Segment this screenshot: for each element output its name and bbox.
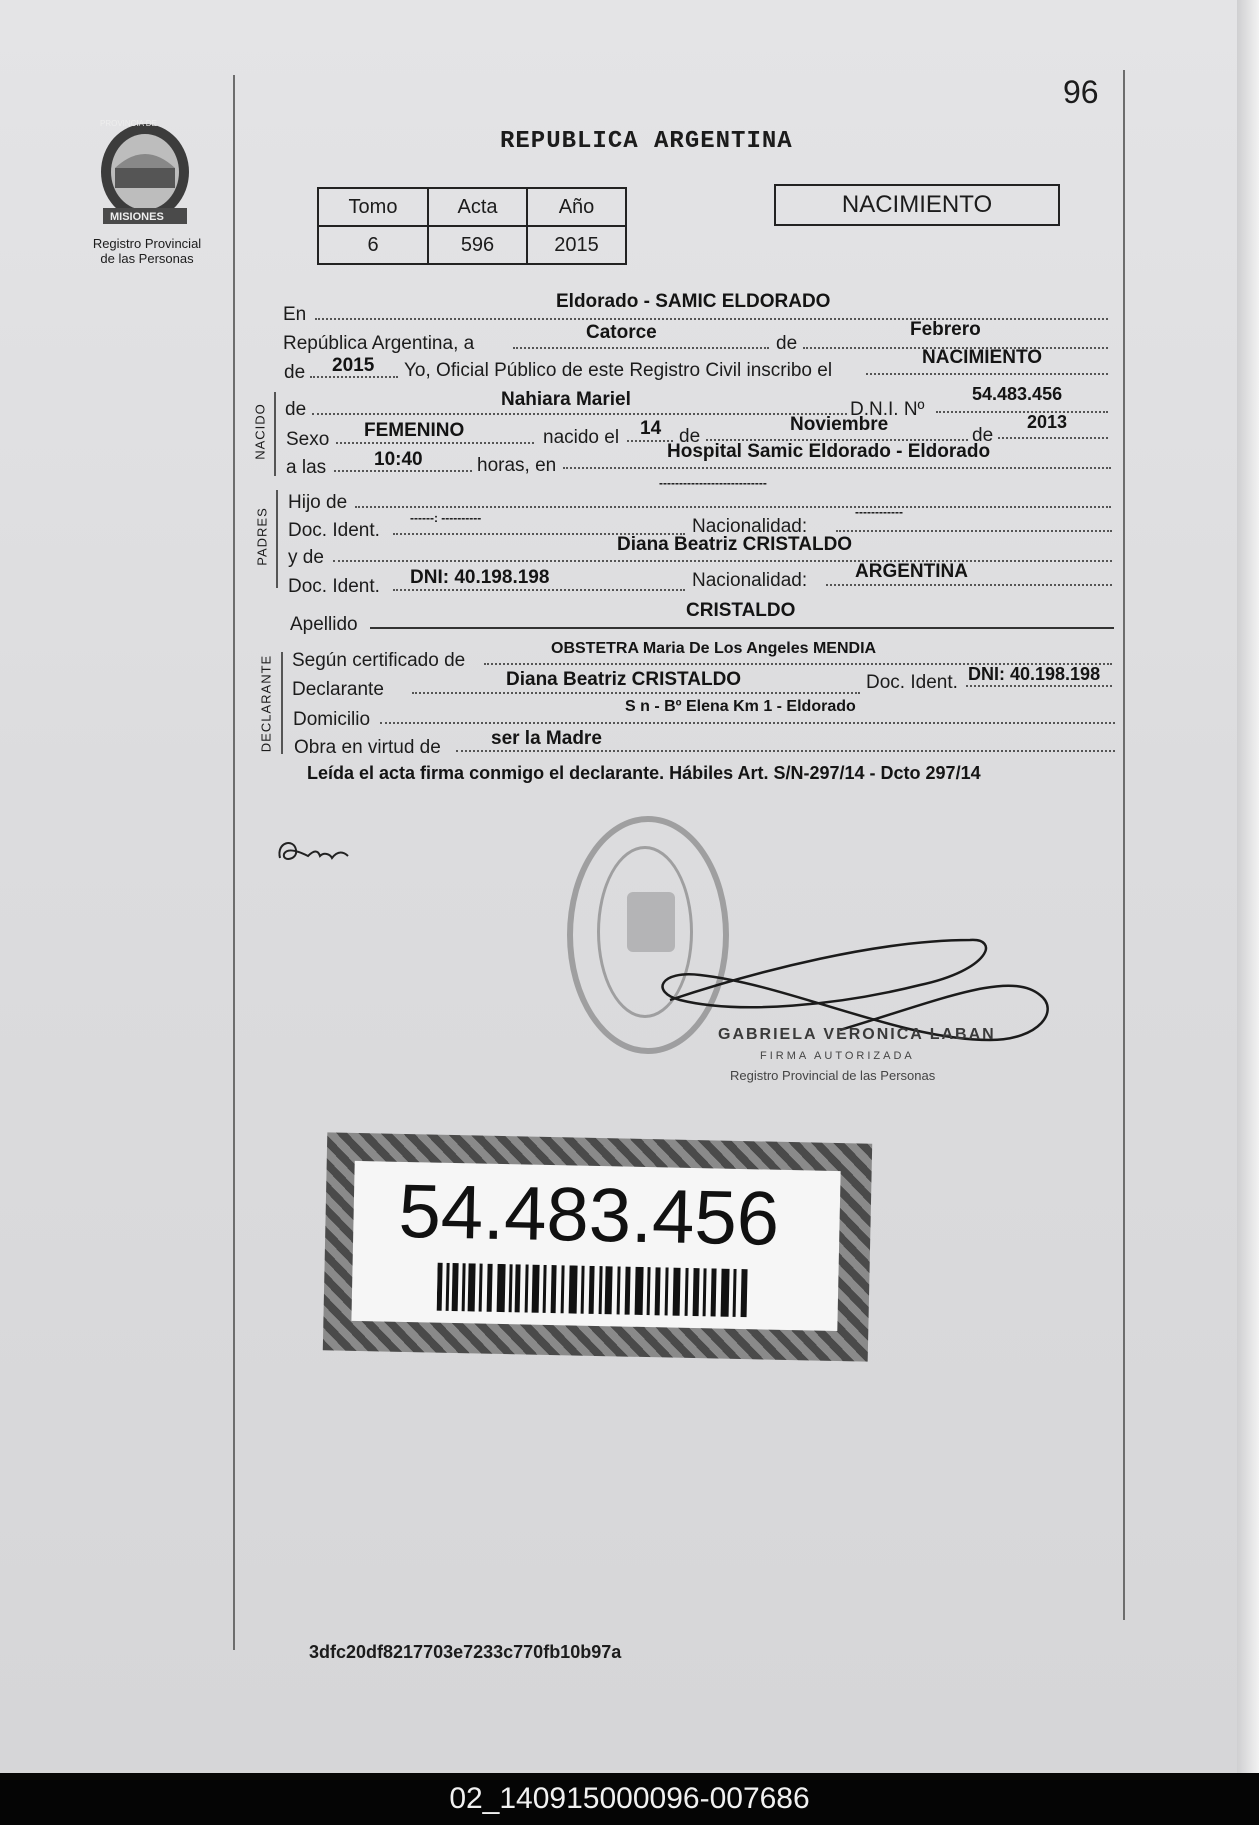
value-nac-mes: Noviembre: [790, 414, 889, 435]
value-anio: 2015: [332, 355, 375, 376]
dotline: [393, 589, 685, 591]
dotline: [315, 318, 1108, 320]
header-anio: Año: [527, 188, 626, 226]
label-obra: Obra en virtud de: [294, 737, 441, 758]
value-acta: 596: [428, 226, 527, 264]
side-label-declarante: DECLARANTE: [258, 654, 274, 753]
dotline: [355, 506, 1111, 508]
dotline: [836, 530, 1112, 532]
underline: [370, 627, 1114, 629]
label-y-de: y de: [288, 547, 324, 568]
page-edge: [1237, 0, 1259, 1773]
value-nac-anio: 2013: [1027, 412, 1068, 432]
value-madre-doc: DNI: 40.198.198: [410, 567, 550, 588]
value-tipo: NACIMIENTO: [922, 347, 1042, 368]
value-lugar: Eldorado - SAMIC ELDORADO: [556, 291, 831, 312]
registry-line-1: Registro Provincial: [92, 236, 202, 251]
registry-name: [82, 236, 212, 266]
label-declarante: Declarante: [292, 679, 384, 700]
value-hora: 10:40: [374, 449, 423, 470]
value-tomo: 6: [318, 226, 428, 264]
value-nac-dia: 14: [640, 418, 662, 439]
value-dia: Catorce: [586, 322, 657, 343]
dotline: [936, 411, 1108, 413]
dotline: [412, 692, 860, 694]
label-republica: República Argentina, a: [283, 333, 475, 354]
section-bar-padres: [276, 490, 278, 588]
record-type-box: NACIMIENTO: [774, 184, 1060, 226]
label-nacionalidad-2: Nacionalidad:: [692, 570, 808, 591]
dotline: [312, 413, 847, 415]
closing-statement: Leída el acta firma conmigo el declarante. Hábiles Art. S/N-297/14 - Dcto 297/14: [307, 763, 981, 783]
dotline: [513, 347, 769, 349]
label-hijo-de: Hijo de: [288, 492, 348, 513]
label-nacionalidad-1: Nacionalidad:: [692, 516, 808, 537]
value-dni: 54.483.456: [972, 384, 1063, 404]
left-margin-line: [233, 75, 235, 1650]
label-de: de: [776, 333, 798, 354]
label-doc-ident-1: Doc. Ident.: [288, 520, 380, 541]
right-margin-line: [1123, 70, 1125, 1620]
section-bar-nacido: [274, 392, 276, 476]
dotline: [380, 722, 1115, 724]
value-anio: 2015: [527, 226, 626, 264]
dotline: [333, 560, 1112, 562]
label-de-anio: de: [972, 425, 994, 446]
barcode-label: [351, 1161, 840, 1331]
dotline: [826, 584, 1112, 586]
value-sexo: FEMENINO: [364, 420, 465, 441]
dotline: [998, 437, 1108, 439]
registry-line-2: de las Personas: [100, 251, 194, 266]
label-sexo: Sexo: [286, 429, 330, 450]
barcode-number: 54.483.456: [397, 1168, 780, 1262]
document-title: REPUBLICA ARGENTINA: [500, 128, 793, 155]
value-lugar-nac: Hospital Samic Eldorado - Eldorado: [667, 441, 991, 462]
signer-name: GABRIELA VERONICA LABAN: [718, 1026, 996, 1043]
label-dni: D.N.I. Nº: [850, 399, 925, 420]
value-declarante: Diana Beatriz CRISTALDO: [506, 669, 742, 690]
barcode-sticker: [323, 1132, 872, 1361]
dotline: [563, 467, 1111, 469]
signer-org: Registro Provincial de las Personas: [730, 1068, 936, 1083]
dotline: [866, 373, 1108, 375]
value-domicilio: S n - Bº Elena Km 1 - Eldorado: [625, 698, 856, 715]
label-horas-en: horas, en: [477, 455, 557, 476]
value-mes: Febrero: [910, 319, 981, 340]
initials-scribble: [274, 832, 354, 868]
value-madre-nac: ARGENTINA: [855, 561, 968, 582]
label-doc-ident-2: Doc. Ident.: [288, 576, 380, 597]
label-en: En: [283, 304, 307, 325]
page-number: 96: [1063, 74, 1099, 110]
dotline: [456, 750, 1115, 752]
label-nacido-de: de: [285, 399, 307, 420]
side-label-nacido: NACIDO: [252, 403, 268, 460]
value-padre-nac: ------------: [855, 505, 903, 519]
barcode-bars: [437, 1263, 758, 1320]
value-padre: ---------------------------: [659, 476, 767, 490]
value-declarante-doc: DNI: 40.198.198: [968, 664, 1101, 684]
seal-text-top: PROVINCIA DE: [100, 119, 157, 128]
record-table: [317, 187, 627, 265]
value-apellido: CRISTALDO: [686, 600, 796, 621]
value-certificado: OBSTETRA Maria De Los Angeles MENDIA: [551, 640, 877, 657]
value-madre: Diana Beatriz CRISTALDO: [617, 534, 853, 555]
label-de-mes: de: [679, 426, 701, 447]
file-id-footer: 02_140915000096-007686: [0, 1773, 1259, 1825]
side-label-padres: PADRES: [254, 507, 270, 566]
seal-text-bottom: MISIONES: [110, 211, 164, 223]
section-bar-declarante: [281, 652, 283, 754]
label-domicilio: Domicilio: [293, 709, 371, 730]
value-nombre: Nahiara Mariel: [501, 389, 631, 410]
label-oficial: Yo, Oficial Público de este Registro Civil inscribo el: [404, 360, 833, 381]
label-segun: Según certificado de: [292, 650, 466, 671]
dotline: [336, 442, 534, 444]
value-obra: ser la Madre: [491, 728, 602, 749]
document-hash: 3dfc20df8217703e7233c770fb10b97a: [309, 1642, 622, 1662]
signer-role: FIRMA AUTORIZADA: [760, 1050, 915, 1062]
label-de-year: de: [284, 362, 306, 383]
header-tomo: Tomo: [318, 188, 428, 226]
header-acta: Acta: [428, 188, 527, 226]
label-nacido-el: nacido el: [543, 427, 620, 448]
label-a-las: a las: [286, 457, 327, 478]
label-apellido: Apellido: [290, 614, 358, 635]
dotline: [966, 685, 1112, 687]
value-padre-doc: ------: ----------: [410, 511, 482, 525]
label-doc-ident-3: Doc. Ident.: [866, 672, 958, 693]
